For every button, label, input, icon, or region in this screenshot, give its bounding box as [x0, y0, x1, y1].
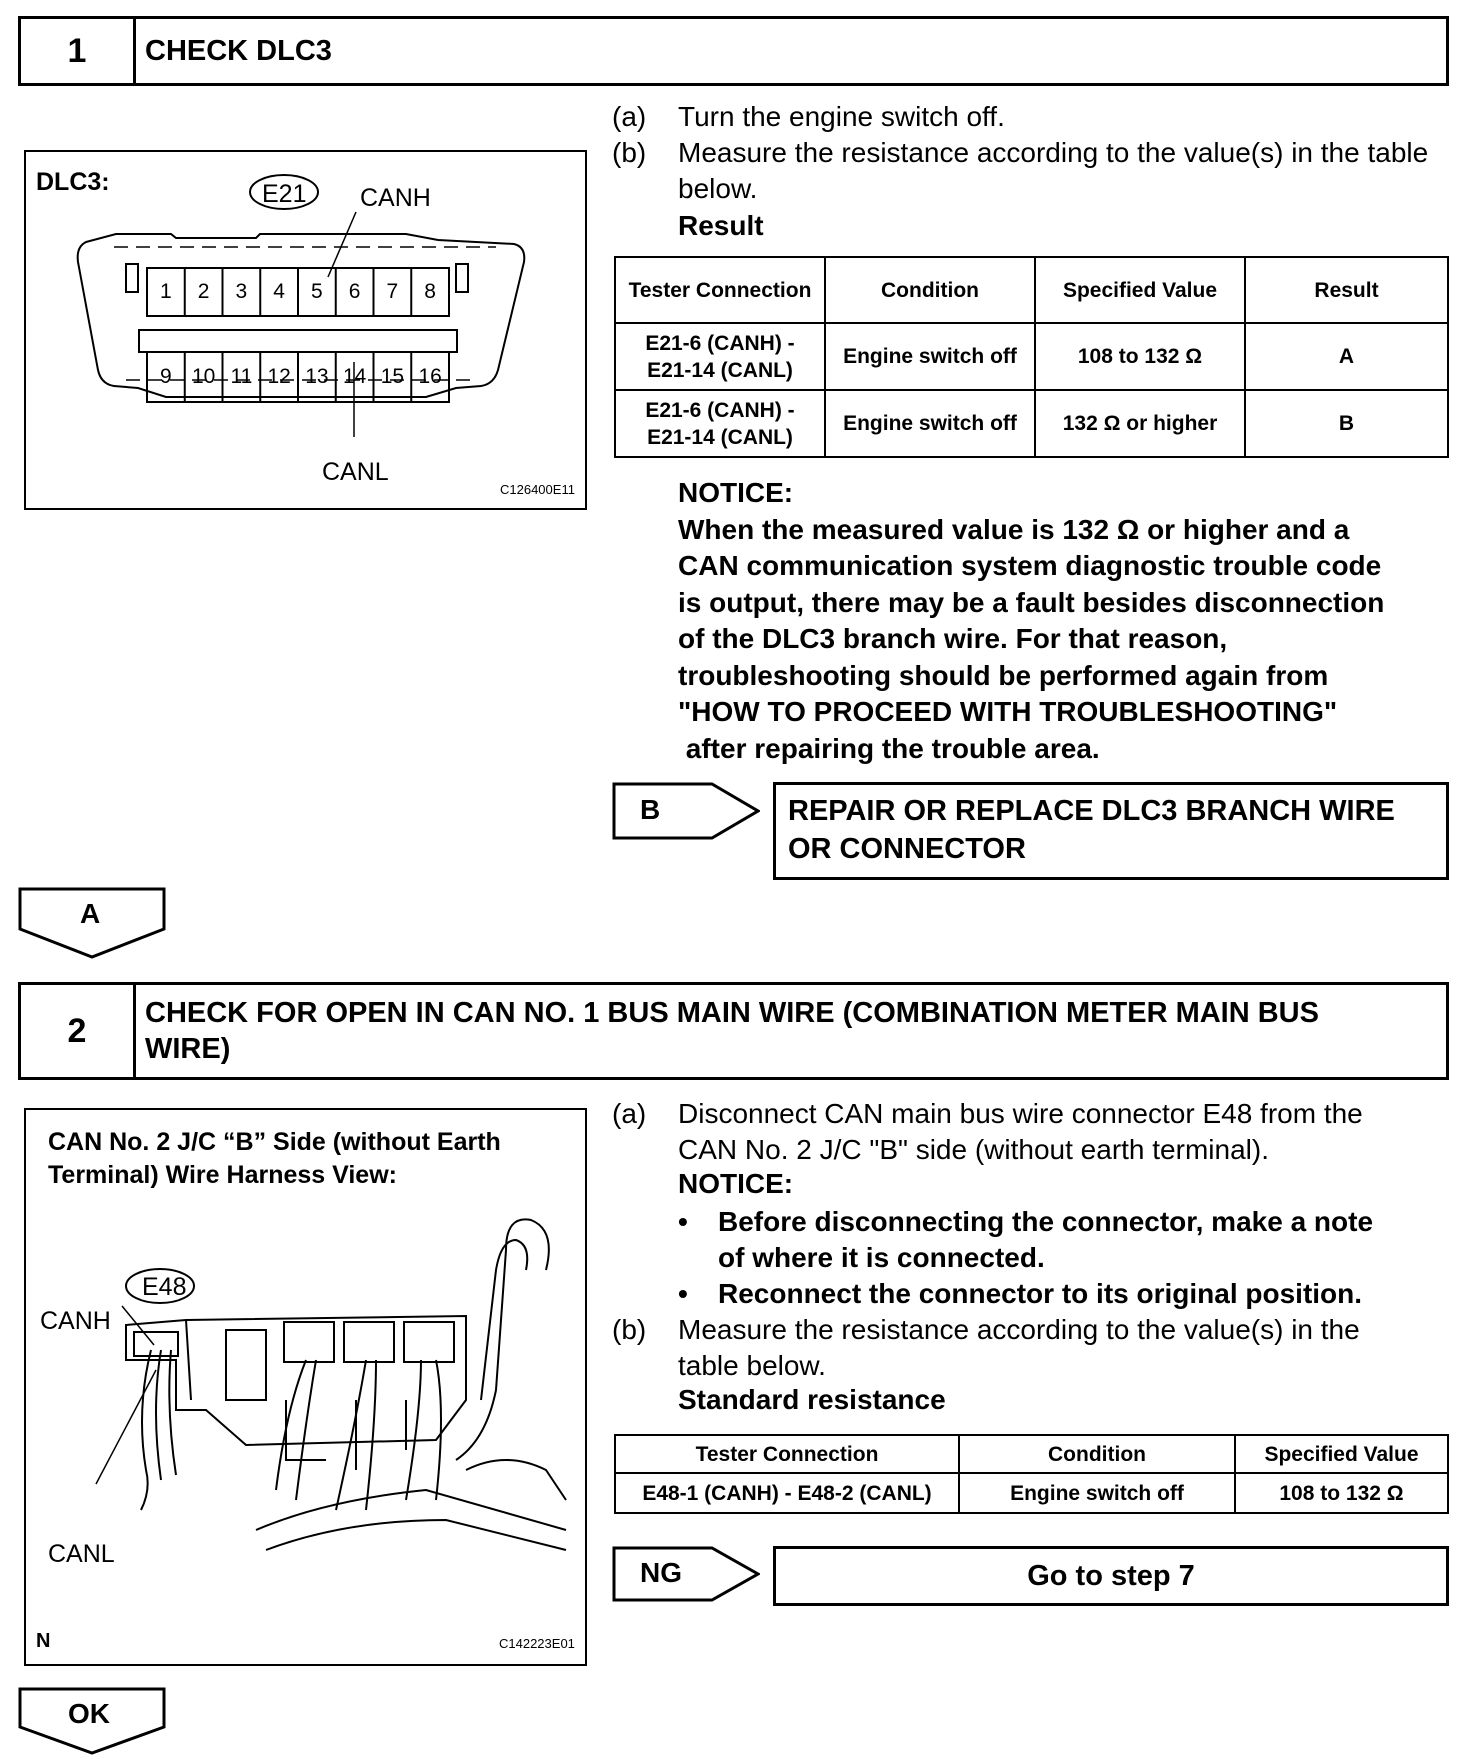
pin-label: 5: [311, 280, 323, 303]
connector-id: E48: [142, 1273, 187, 1301]
step-2-header: [18, 982, 1449, 1080]
canh-label: CANH: [40, 1307, 111, 1335]
bullet-line: of where it is connected.: [718, 1242, 1045, 1273]
notice-line: after repairing the trouble area.: [678, 732, 1100, 764]
table-row: [615, 1473, 1448, 1513]
table-cell: E48-1 (CANH) - E48-2 (CANL): [615, 1473, 959, 1513]
notice-line: CAN communication system diagnostic trouble code: [678, 550, 1382, 581]
e48-figure: [24, 1108, 587, 1666]
notice-line: is output, there may be a fault besides disconnection: [678, 586, 1385, 618]
table-row: [615, 390, 1448, 457]
bullet-dot: •: [678, 1278, 688, 1309]
table-cell: E21-6 (CANH) - E21-14 (CANL): [615, 390, 825, 457]
figure-label: DLC3:: [36, 168, 110, 196]
notice-line: "HOW TO PROCEED WITH TROUBLESHOOTING": [678, 696, 1338, 727]
result-table: [614, 256, 1449, 458]
result-a-tag: A: [80, 898, 101, 929]
notice-title: NOTICE:: [678, 477, 794, 508]
table-header: Condition: [959, 1435, 1235, 1473]
pin-label: 3: [235, 280, 248, 303]
instruction-text: Turn the engine switch off.: [678, 101, 1005, 132]
result-b-box: [773, 782, 1449, 880]
notice-line: When the measured value is 132 Ω or higher and a: [678, 513, 1350, 545]
table-cell: Engine switch off: [825, 390, 1035, 457]
table-cell: Engine switch off: [825, 323, 1035, 390]
pin-label: 1: [160, 280, 172, 303]
table-cell: Engine switch off: [959, 1473, 1235, 1513]
pin-label: 13: [305, 365, 329, 388]
notice-line: troubleshooting should be performed again from: [678, 659, 1329, 691]
bullet-line: Before disconnecting the connector, make a note: [718, 1206, 1374, 1237]
connector-id: E21: [262, 180, 307, 208]
result-b-tag: B: [640, 794, 661, 825]
result-b-line: OR CONNECTOR: [788, 833, 1026, 865]
bullet-line: Reconnect the connector to its original position.: [718, 1278, 1363, 1309]
pin-row-top: [147, 268, 449, 316]
result-ok-tag: OK: [68, 1698, 110, 1729]
result-b-line: REPAIR OR REPLACE DLC3 BRANCH WIRE: [788, 795, 1395, 827]
standard-resistance-table: [614, 1434, 1449, 1514]
canl-label: CANL: [48, 1540, 115, 1568]
table-cell: B: [1245, 390, 1448, 457]
table-cell: 108 to 132 Ω: [1235, 1473, 1448, 1513]
table-header: Specified Value: [1235, 1435, 1448, 1473]
notice-line: of the DLC3 branch wire. For that reason,: [678, 623, 1228, 654]
result-b-arrow-shape: [612, 782, 760, 840]
table-header: Condition: [825, 257, 1035, 323]
figure-label-line: Terminal) Wire Harness View:: [48, 1161, 397, 1189]
pin-label: 12: [267, 365, 291, 388]
step-title-line: CHECK FOR OPEN IN CAN NO. 1 BUS MAIN WIRE (COMBINATION METER MAIN BUS: [145, 997, 1319, 1029]
instruction-label: (b): [612, 1314, 647, 1345]
table-cell: E21-6 (CANH) - E21-14 (CANL): [615, 323, 825, 390]
pin-label: 2: [197, 280, 210, 303]
result-ng-tag: NG: [640, 1557, 682, 1588]
table-row: [615, 323, 1448, 390]
pin-label: 11: [230, 365, 253, 388]
instruction-text: Measure the resistance according to the value(s) in the: [678, 1314, 1360, 1345]
pin-label: 15: [380, 365, 405, 388]
pin-label: 6: [348, 280, 361, 303]
step-number: 2: [21, 985, 136, 1077]
instruction-text: Measure the resistance according to the value(s) in the table below.: [678, 137, 1429, 204]
figure-label-line: CAN No. 2 J/C “B” Side (without Earth: [48, 1128, 501, 1156]
pin-label: 10: [191, 365, 216, 388]
instruction-text: Disconnect CAN main bus wire connector E48 from the: [678, 1098, 1363, 1129]
figure-code: C142223E01: [499, 1636, 575, 1651]
pin-label: 8: [424, 280, 436, 303]
table-cell: A: [1245, 323, 1448, 390]
table-cell: 132 Ω or higher: [1035, 390, 1245, 457]
pin-label: 14: [342, 365, 367, 388]
notice-title: NOTICE:: [678, 1168, 794, 1199]
bullet-dot: •: [678, 1206, 688, 1237]
table-title: Standard resistance: [678, 1384, 946, 1415]
table-cell: 108 to 132 Ω: [1035, 323, 1245, 390]
step-1-header: [18, 16, 1449, 86]
step-number: 1: [21, 19, 136, 83]
dlc3-figure: [24, 150, 587, 510]
table-header: Result: [1245, 257, 1448, 323]
instruction-text: table below.: [678, 1350, 826, 1381]
table-title: Result: [678, 210, 764, 241]
step-title-line: WIRE): [145, 1033, 231, 1065]
instruction-label: (a): [612, 1098, 647, 1129]
notice-block: [678, 475, 1448, 767]
figure-code: C126400E11: [500, 482, 575, 497]
instruction-label: (b): [612, 137, 647, 168]
pin-label: 4: [273, 280, 285, 303]
result-ng-box: [773, 1546, 1449, 1606]
table-header: Tester Connection: [615, 1435, 959, 1473]
table-header: Tester Connection: [615, 257, 825, 323]
table-header: Specified Value: [1035, 257, 1245, 323]
result-ng-text: Go to step 7: [1027, 1560, 1195, 1592]
canl-label: CANL: [322, 458, 389, 486]
canh-label: CANH: [360, 184, 431, 212]
wire-harness-drawing: [26, 1110, 585, 1664]
result-ng-arrow-shape: [612, 1546, 760, 1602]
pin-row-bottom: [147, 352, 449, 402]
pin-label: 9: [160, 365, 172, 388]
pin-label: 7: [386, 280, 399, 303]
instruction-label: (a): [612, 101, 647, 132]
pin-label: 16: [418, 365, 442, 388]
instruction-text: CAN No. 2 J/C "B" side (without earth terminal).: [678, 1134, 1269, 1165]
figure-corner-mark: N: [36, 1630, 51, 1652]
step-title: CHECK DLC3: [145, 35, 332, 67]
